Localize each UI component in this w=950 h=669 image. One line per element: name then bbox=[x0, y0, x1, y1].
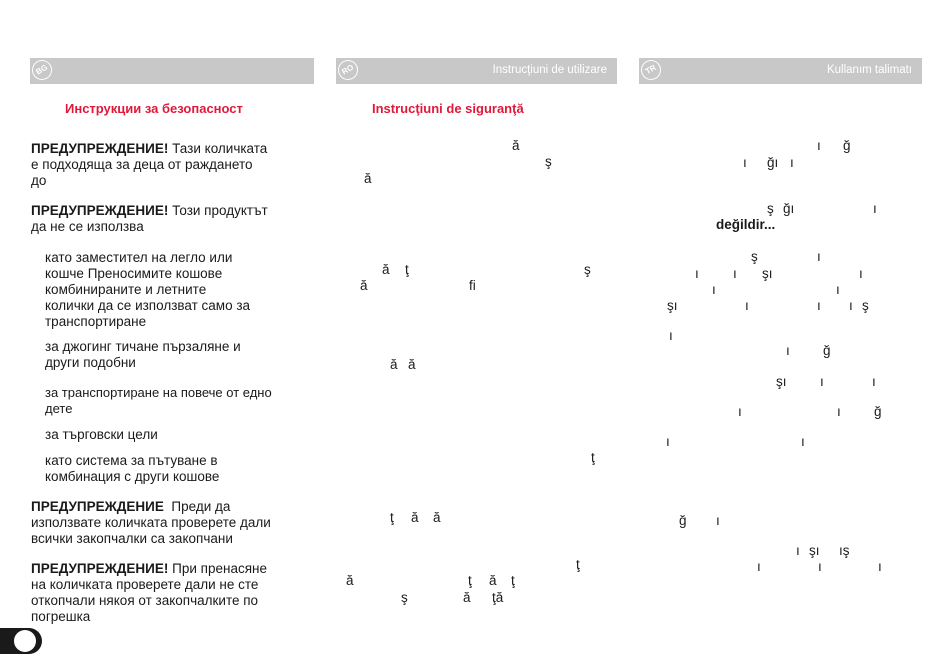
bg-list-item-2 bbox=[45, 339, 241, 371]
bg-safety-heading: Инструкции за безопасност bbox=[65, 101, 243, 116]
bg-warning-3-text-2: използвате количката проверете дали bbox=[31, 515, 271, 530]
tr-glyph: ı bbox=[733, 266, 737, 281]
bg-list-item-2-line-2: други подобни bbox=[45, 355, 136, 370]
tr-glyph: ğ bbox=[843, 138, 851, 153]
tr-glyph: ı bbox=[817, 138, 821, 153]
tr-glyph: ı bbox=[712, 282, 716, 297]
bg-list-item-1 bbox=[45, 250, 250, 330]
ro-safety-heading: Instrucţiuni de siguranţă bbox=[372, 101, 524, 116]
bg-warning-2 bbox=[31, 203, 268, 235]
bg-warning-4-text: При пренасяне bbox=[172, 561, 267, 576]
tr-glyph: ı bbox=[666, 434, 670, 449]
tr-glyph: ı bbox=[801, 434, 805, 449]
bg-warning-2-text: Този продуктът bbox=[172, 203, 268, 218]
tr-glyph: ğ bbox=[823, 343, 831, 358]
bg-warning-1-text-3: до bbox=[31, 173, 47, 188]
tr-glyph: ı bbox=[849, 298, 853, 313]
ro-glyph: ă bbox=[463, 590, 471, 605]
page-marker-tab bbox=[0, 628, 42, 654]
bg-list-item-5 bbox=[45, 453, 219, 485]
tr-glyph: şı bbox=[809, 543, 820, 558]
bg-warning-3-text: Преди да bbox=[171, 499, 231, 514]
tr-glyph: ı bbox=[878, 559, 882, 574]
tr-warning-ending: değildir... bbox=[716, 217, 776, 232]
tr-glyph: ı bbox=[757, 559, 761, 574]
ro-glyph: ă bbox=[364, 171, 372, 186]
bg-warning-1 bbox=[31, 141, 267, 189]
tr-glyph: ı bbox=[817, 249, 821, 264]
tr-header-title: Kullanım talimatı bbox=[826, 64, 912, 76]
bg-list-item-1-line-2: кошче Преносимите кошове bbox=[45, 266, 223, 281]
ro-glyph: ă bbox=[408, 357, 416, 372]
bg-language-badge: BG bbox=[28, 56, 55, 83]
ro-glyph: ş bbox=[401, 590, 408, 605]
ro-glyph: ă bbox=[390, 357, 398, 372]
tr-header-bar bbox=[639, 58, 922, 84]
bg-list-item-1-line-1: като заместител на легло или bbox=[45, 250, 233, 265]
bg-warning-4-text-2: на количката проверете дали не сте bbox=[31, 577, 259, 592]
tr-glyph: ı bbox=[669, 328, 673, 343]
bg-list-item-3-line-1: за транспортиране на повече от едно bbox=[45, 385, 272, 400]
tr-glyph: ı bbox=[872, 374, 876, 389]
bg-warning-4-text-4: погрешка bbox=[31, 609, 91, 624]
bg-warning-4 bbox=[31, 561, 267, 625]
ro-header-bar bbox=[336, 58, 617, 84]
bg-warning-2-label: ПРЕДУПРЕЖДЕНИЕ! bbox=[31, 203, 169, 218]
tr-glyph: ı bbox=[820, 374, 824, 389]
bg-list-item-5-line-2: комбинация с други кошове bbox=[45, 469, 220, 484]
tr-glyph: ı bbox=[837, 404, 841, 419]
ro-glyph: ţă bbox=[492, 590, 504, 605]
ro-glyph: ă bbox=[489, 573, 497, 588]
bg-warning-3-label: ПРЕДУПРЕЖДЕНИЕ bbox=[31, 499, 164, 514]
tr-glyph: ş bbox=[751, 249, 758, 264]
bg-warning-1-text-2: е подходяща за деца от раждането bbox=[31, 157, 253, 172]
tr-glyph: ğ bbox=[874, 404, 882, 419]
ro-glyph: ţ bbox=[390, 510, 394, 525]
bg-warning-3 bbox=[31, 499, 271, 547]
tr-glyph: ğ bbox=[679, 513, 687, 528]
tr-glyph: ı bbox=[796, 543, 800, 558]
ro-glyph: fi bbox=[469, 278, 476, 293]
bg-warning-2-text-2: да не се използва bbox=[31, 219, 144, 234]
tr-glyph: ş bbox=[862, 298, 869, 313]
bg-list-item-3 bbox=[45, 385, 272, 417]
bg-warning-1-text: Тази количката bbox=[172, 141, 268, 156]
tr-glyph: ı bbox=[745, 298, 749, 313]
bg-list-item-4-line-1: за търговски цели bbox=[45, 427, 158, 442]
tr-glyph: ı bbox=[786, 343, 790, 358]
tr-glyph: ı bbox=[873, 201, 877, 216]
tr-glyph: ı bbox=[818, 559, 822, 574]
bg-list-item-2-line-1: за джогинг тичане пързаляне и bbox=[45, 339, 241, 354]
ro-glyph: ă bbox=[360, 278, 368, 293]
tr-glyph: ğı bbox=[767, 155, 779, 170]
tr-glyph: ı bbox=[790, 155, 794, 170]
bg-warning-4-label: ПРЕДУПРЕЖДЕНИЕ! bbox=[31, 561, 169, 576]
bg-list-item-3-line-2: дете bbox=[45, 401, 73, 416]
tr-glyph: ı bbox=[738, 404, 742, 419]
bg-list-item-1-line-4: колички да се използват само за bbox=[45, 298, 251, 313]
ro-glyph: ă bbox=[382, 262, 390, 277]
bg-list-item-4 bbox=[45, 427, 158, 443]
bg-warning-4-text-3: откопчали някоя от закопчалките по bbox=[31, 593, 259, 608]
tr-glyph: ı bbox=[859, 266, 863, 281]
ro-glyph: ţ bbox=[511, 573, 515, 588]
tr-glyph: şı bbox=[667, 298, 678, 313]
tr-glyph: şı bbox=[776, 374, 787, 389]
bg-list-item-5-line-1: като система за пътуване в bbox=[45, 453, 218, 468]
tr-glyph: ı bbox=[716, 513, 720, 528]
ro-glyph: ţ bbox=[576, 557, 580, 572]
ro-glyph: ţ bbox=[405, 262, 409, 277]
tr-glyph: ı bbox=[836, 282, 840, 297]
ro-glyph: ş bbox=[545, 154, 552, 169]
tr-language-badge: TR bbox=[637, 56, 664, 83]
bg-list-item-1-line-3: комбинираните и летните bbox=[45, 282, 207, 297]
tr-glyph: ğı bbox=[783, 201, 795, 216]
ro-glyph: ă bbox=[411, 510, 419, 525]
ro-glyph: ă bbox=[512, 138, 520, 153]
tr-glyph: şı bbox=[762, 266, 773, 281]
bg-warning-1-label: ПРЕДУПРЕЖДЕНИЕ! bbox=[31, 141, 169, 156]
ro-glyph: ţ bbox=[468, 573, 472, 588]
bg-warning-3-text-3: всички закопчалки са закопчани bbox=[31, 531, 233, 546]
tr-glyph: ı bbox=[817, 298, 821, 313]
ro-glyph: ă bbox=[433, 510, 441, 525]
ro-language-badge: RO bbox=[334, 56, 361, 83]
ro-header-title: Instrucţiuni de utilizare bbox=[492, 64, 607, 76]
ro-glyph: ş bbox=[584, 262, 591, 277]
ro-glyph: ţ bbox=[591, 450, 595, 465]
ro-glyph: ă bbox=[346, 573, 354, 588]
bg-header-bar bbox=[30, 58, 314, 84]
tr-glyph: ı bbox=[695, 266, 699, 281]
tr-glyph: ı bbox=[743, 155, 747, 170]
bg-list-item-1-line-5: транспортиране bbox=[45, 314, 147, 329]
tr-glyph: ş bbox=[767, 201, 774, 216]
tr-glyph: ış bbox=[839, 543, 850, 558]
